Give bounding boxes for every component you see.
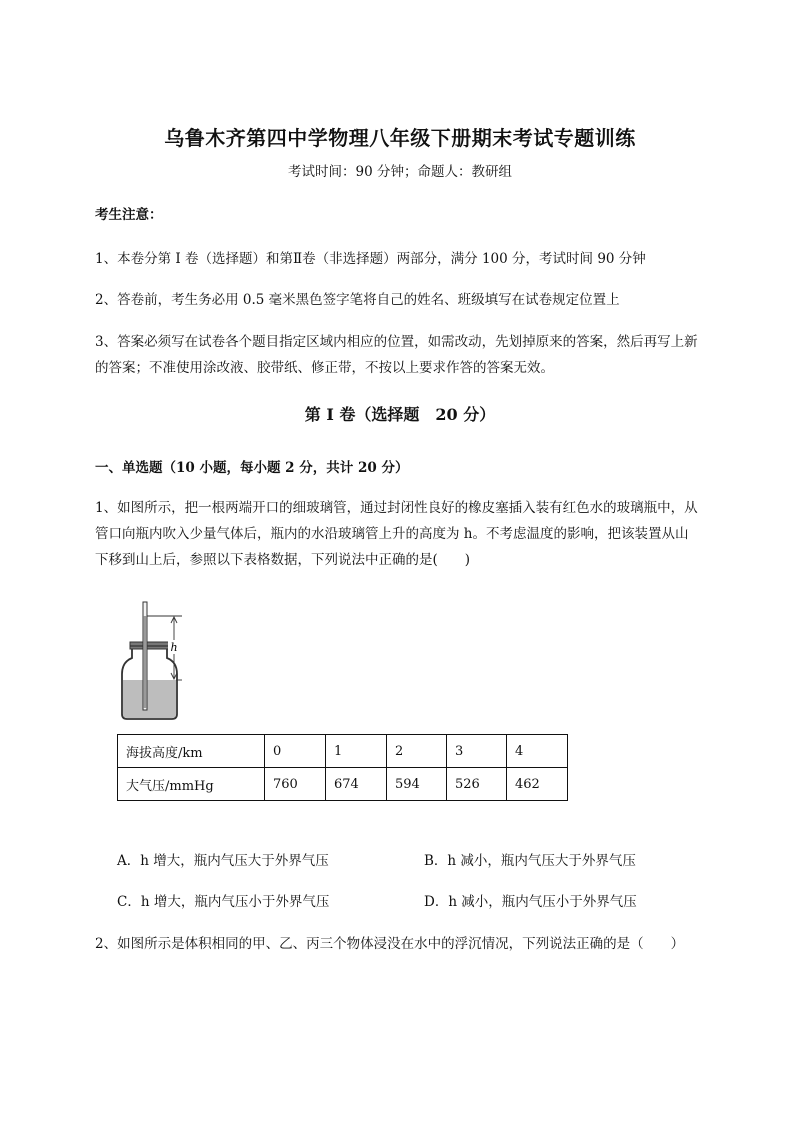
- water-fill: [123, 680, 176, 718]
- q1-option-a[interactable]: A．h 增大，瓶内气压大于外界气压: [117, 853, 329, 869]
- q1-option-c[interactable]: C．h 增大，瓶内气压小于外界气压: [117, 894, 330, 910]
- notes-heading: 考生注意：: [95, 207, 163, 223]
- table-row: [118, 768, 568, 801]
- table-cell: 海拔高度/km: [118, 735, 265, 768]
- q1-line-1: 1、如图所示，把一根两端开口的细玻璃管，通过封闭性良好的橡皮塞插入装有红色水的玻璃瓶中，从: [95, 500, 698, 516]
- q1-line-2: 管口向瓶内吹入少量气体后，瓶内的水沿玻璃管上升的高度为 h。不考虑温度的影响，把该装置从山: [95, 526, 689, 542]
- table-cell: 462: [507, 768, 568, 801]
- table-cell: 大气压/mmHg: [118, 768, 265, 801]
- table-cell: 594: [387, 768, 447, 801]
- q2-line-1: 2、如图所示是体积相同的甲、乙、丙三个物体浸没在水中的浮沉情况，下列说法正确的是（ ）: [95, 936, 685, 952]
- height-label: h: [170, 641, 178, 654]
- table-cell: 3: [447, 735, 507, 768]
- q1-option-b[interactable]: B．h 减小，瓶内气压大于外界气压: [424, 853, 636, 869]
- table-cell: 4: [507, 735, 568, 768]
- section-title: 第 I 卷（选择题 20 分）: [304, 405, 496, 424]
- table-cell: 2: [387, 735, 447, 768]
- page-title: 乌鲁木齐第四中学物理八年级下册期末考试专题训练: [164, 126, 636, 150]
- pressure-table: [117, 734, 568, 801]
- note-item-1: 1、本卷分第 I 卷（选择题）和第Ⅱ卷（非选择题）两部分，满分 100 分，考试时间 90 分钟: [95, 251, 646, 267]
- note-item-2: 2、答卷前，考生务必用 0.5 毫米黑色签字笔将自己的姓名、班级填写在试卷规定位置上: [95, 292, 620, 308]
- table-cell: 760: [265, 768, 326, 801]
- table-cell: 1: [326, 735, 387, 768]
- q1-line-3: 下移到山上后，参照以下表格数据，下列说法中正确的是( ): [95, 552, 471, 568]
- bottle-figure: [112, 598, 202, 724]
- part-heading: 一、单选题（10 小题，每小题 2 分，共计 20 分）: [95, 460, 409, 476]
- q1-option-d[interactable]: D．h 减小，瓶内气压小于外界气压: [424, 894, 637, 910]
- table-cell: 0: [265, 735, 326, 768]
- table-row: [118, 735, 568, 768]
- table-cell: 526: [447, 768, 507, 801]
- table-cell: 674: [326, 768, 387, 801]
- exam-info: 考试时间：90 分钟；命题人：教研组: [288, 164, 512, 180]
- note-item-3: 3、答案必须写在试卷各个题目指定区域内相应的位置，如需改动，先划掉原来的答案，然后再写上新: [95, 334, 698, 350]
- note-item-3-cont: 的答案；不准使用涂改液、胶带纸、修正带，不按以上要求作答的答案无效。: [95, 360, 554, 376]
